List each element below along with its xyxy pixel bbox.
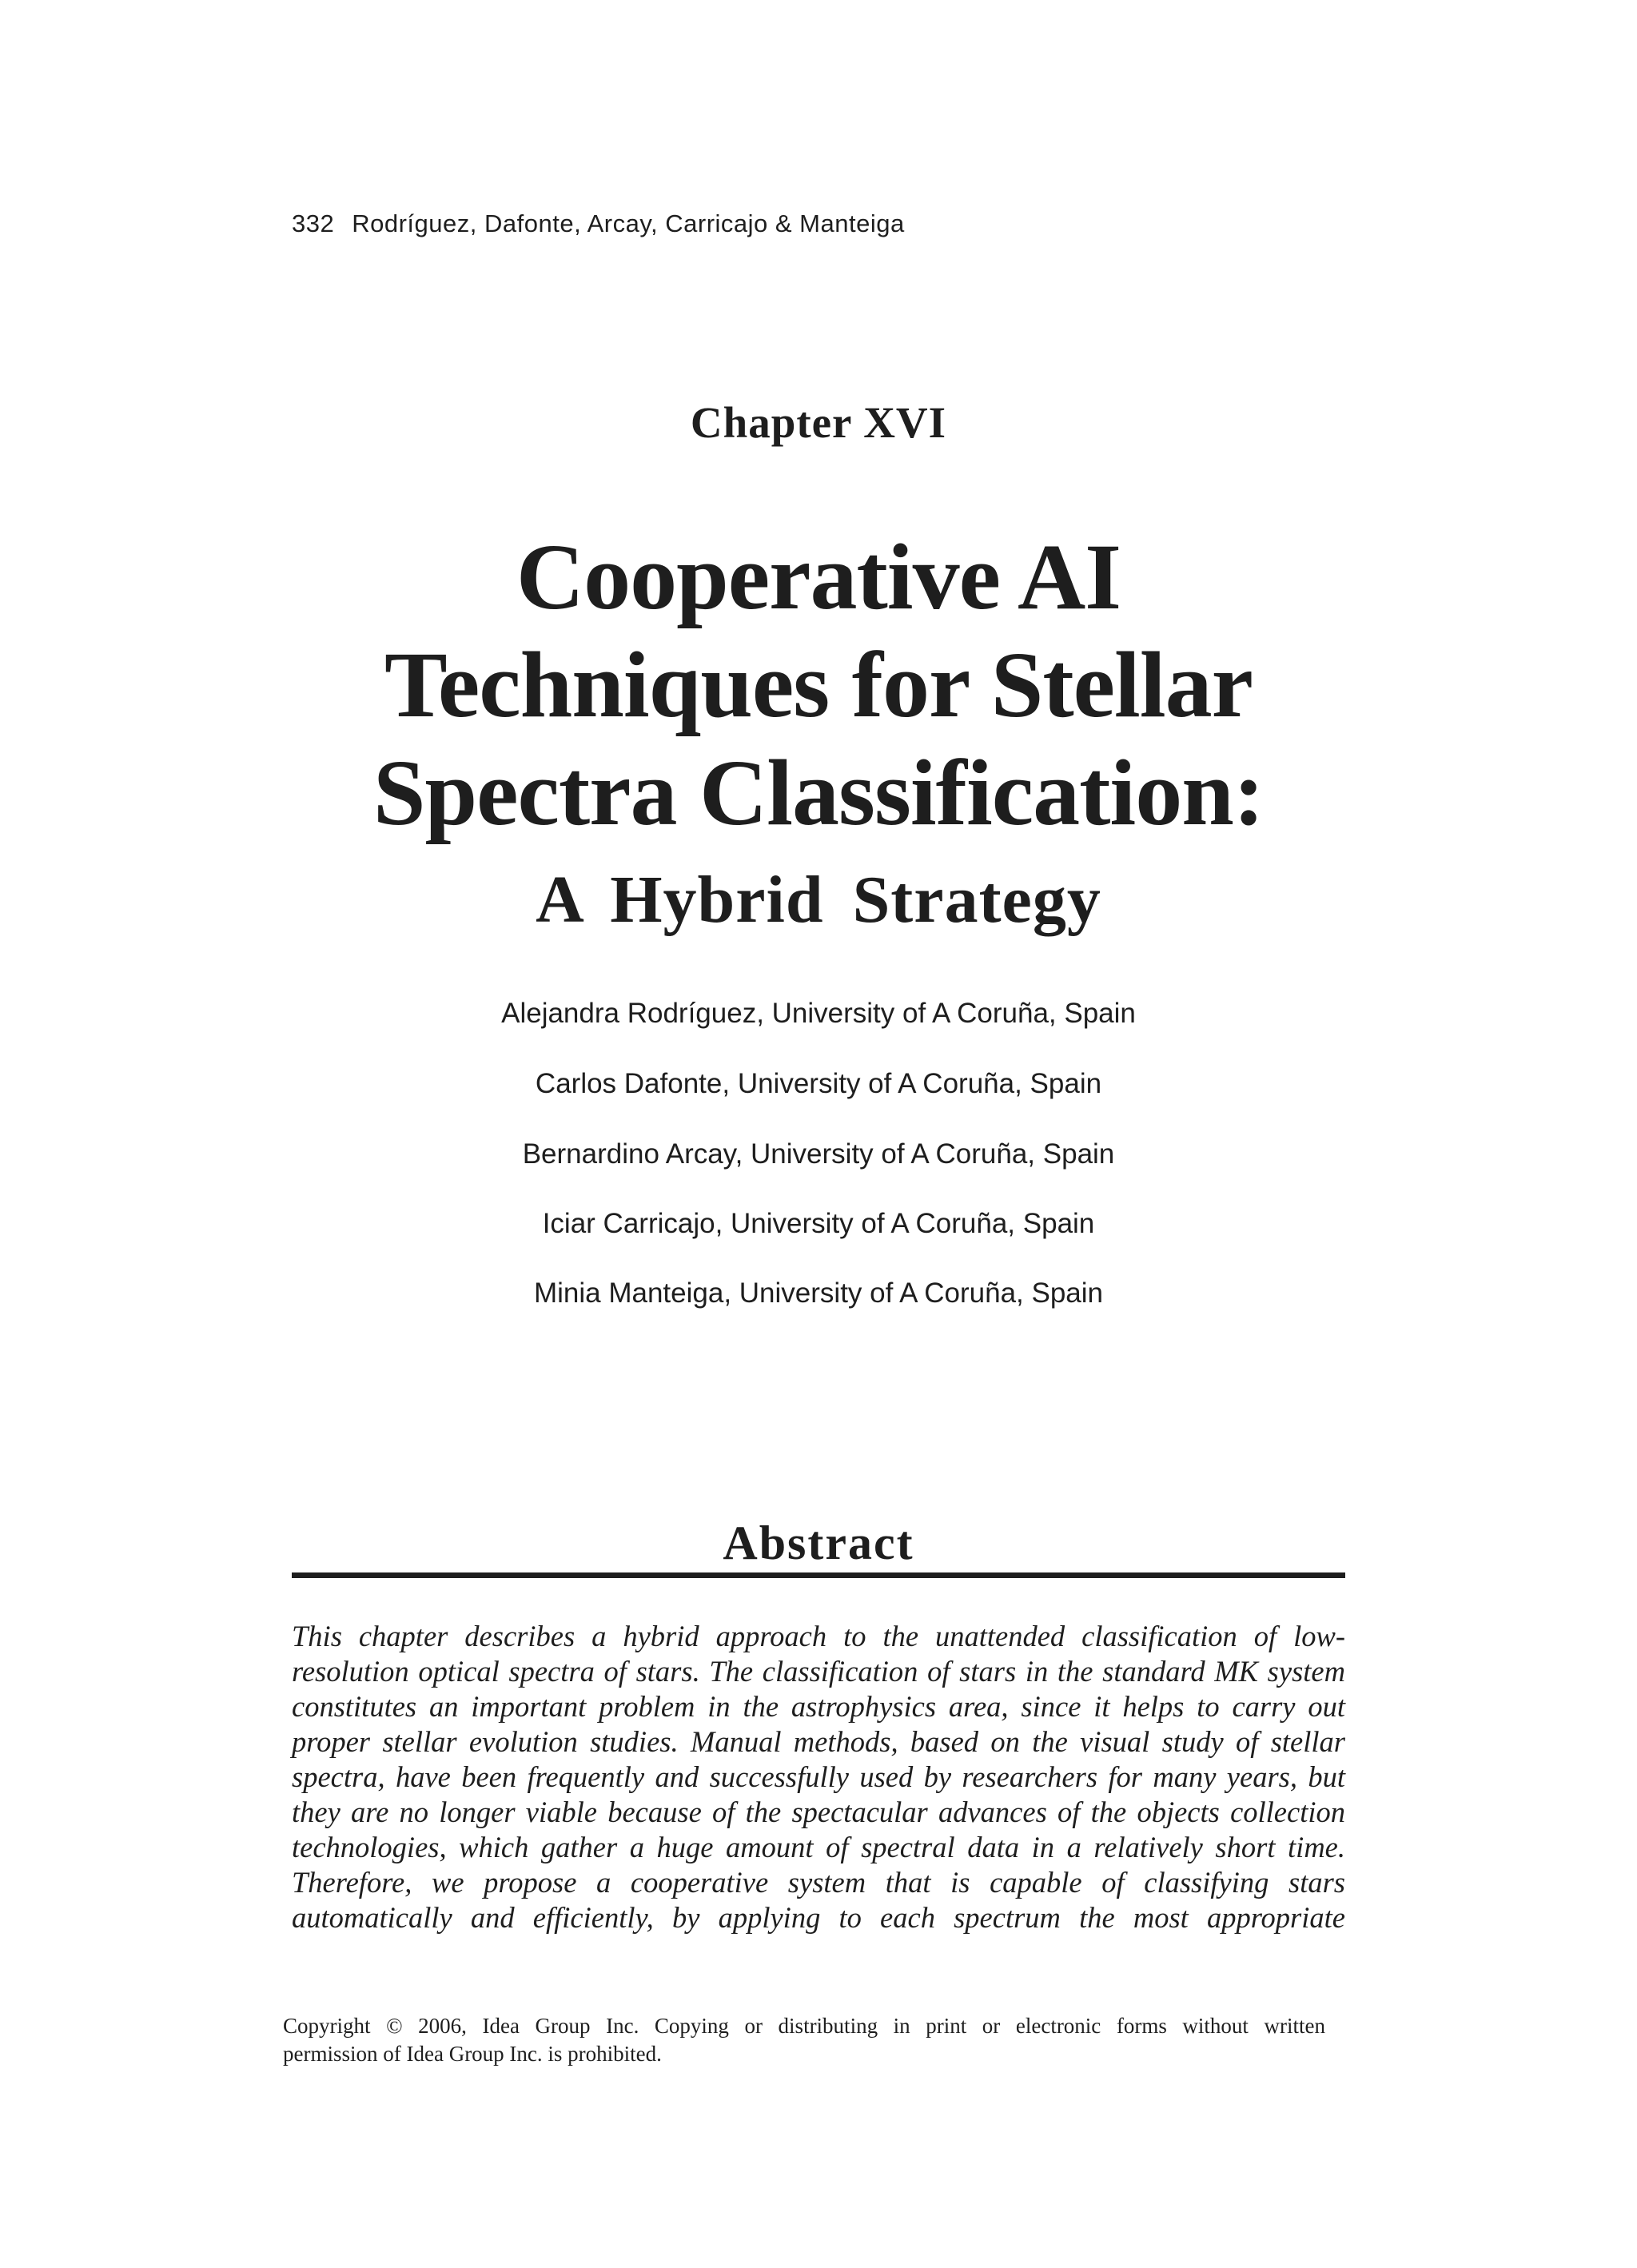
abstract-line: constitutes an important problem in the astrophysics area, since it helps to carry out	[292, 1690, 1345, 1723]
page-number: 332	[292, 209, 335, 237]
abstract-body	[292, 1619, 1345, 1935]
abstract-line: they are no longer viable because of the spectacular advances of the objects collection	[292, 1796, 1345, 1828]
copyright-notice	[283, 2012, 1325, 2068]
abstract-line: proper stellar evolution studies. Manual methods, based on the visual study of stellar	[292, 1725, 1345, 1758]
abstract-heading: Abstract	[723, 1517, 914, 1569]
abstract-line: resolution optical spectra of stars. The classification of stars in the standard MK system	[292, 1655, 1345, 1688]
chapter-subtitle: A Hybrid Strategy	[536, 863, 1101, 937]
chapter-title-line-2: Techniques for Stellar	[384, 632, 1253, 737]
author-line: Minia Manteiga, University of A Coruña, Spain	[533, 1277, 1104, 1309]
author-line: Alejandra Rodríguez, University of A Coruña, Spain	[501, 998, 1136, 1029]
abstract-line: spectra, have been frequently and successfully used by researchers for many years, but	[292, 1760, 1345, 1793]
author-line: Carlos Dafonte, University of A Coruña, Spain	[535, 1068, 1102, 1099]
author-line: Bernardino Arcay, University of A Coruña, Spain	[522, 1138, 1115, 1170]
copyright-line: permission of Idea Group Inc. is prohibited.	[283, 2042, 662, 2066]
chapter-label: Chapter XVI	[690, 398, 947, 447]
author-line: Iciar Carricajo, University of A Coruña, Spain	[542, 1208, 1095, 1239]
abstract-line: automatically and efficiently, by applying to each spectrum the most appropriate	[292, 1901, 1345, 1934]
abstract-divider	[292, 1572, 1345, 1578]
copyright-line: Copyright © 2006, Idea Group Inc. Copying or distributing in print or electronic forms without written	[283, 2014, 1325, 2038]
running-head-authors: Rodríguez, Dafonte, Arcay, Carricajo & Manteiga	[352, 209, 905, 237]
abstract-line: This chapter describes a hybrid approach to the unattended classification of low-	[292, 1620, 1345, 1652]
chapter-title-line-3: Spectra Classification:	[372, 740, 1265, 845]
abstract-line: Therefore, we propose a cooperative system that is capable of classifying stars	[292, 1866, 1345, 1899]
chapter-title-line-1: Cooperative AI	[516, 524, 1121, 629]
abstract-line: technologies, which gather a huge amount of spectral data in a relatively short time.	[292, 1831, 1345, 1863]
running-head	[292, 209, 905, 238]
